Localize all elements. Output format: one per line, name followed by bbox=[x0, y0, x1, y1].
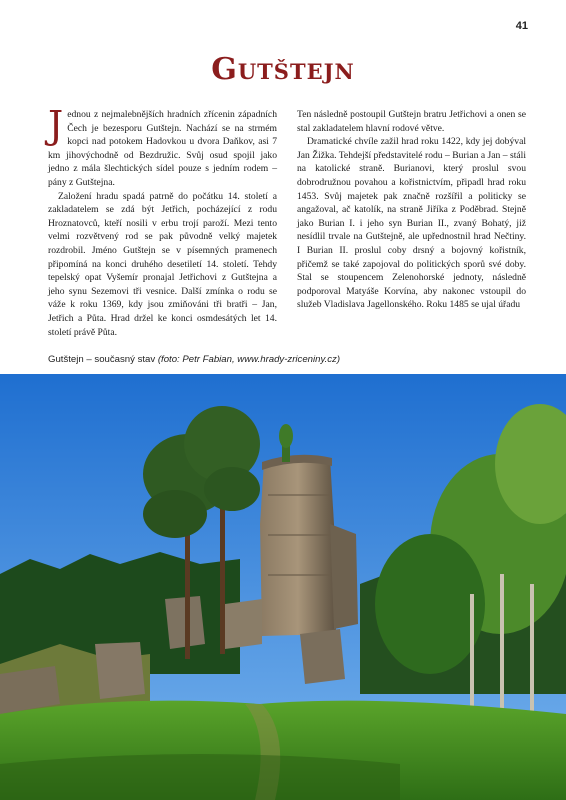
photo-caption bbox=[48, 354, 526, 365]
paragraph: Ten následně postoupil Gutštejn bratru Jetřichovi a onen se stal zakladatelem hlavní rodové větve. bbox=[297, 109, 526, 134]
castle-photo-illustration bbox=[0, 374, 566, 800]
paragraph bbox=[48, 103, 277, 190]
text-column-left bbox=[48, 103, 277, 339]
ruined-wall bbox=[95, 642, 145, 699]
ruined-wall bbox=[225, 599, 262, 649]
text-column-right bbox=[297, 108, 526, 339]
castle-photo bbox=[0, 374, 566, 800]
tree-shadow bbox=[0, 754, 400, 800]
drop-cap: J bbox=[48, 103, 64, 147]
paragraph-text: ednou z nejmalebnějších hradních zřícenin západních Čech je bezesporu Gutštejn. Nachází se na strmém kopci nad potokem Hadovkou u dvora Daňkov, asi 7 km jihovýchodně od Bezdružic. Svůj osud spojil jako jedno z mála šlechtických sídel pouze s jedním rodem – pány z Gutštejna. bbox=[48, 109, 277, 188]
article-body bbox=[48, 103, 526, 339]
ruined-wall bbox=[300, 629, 345, 684]
page-title: Gutštejn bbox=[211, 52, 355, 87]
caption-text: Gutštejn – současný stav bbox=[48, 354, 158, 365]
paragraph: Založení hradu spadá patrně do počátku 14. století a zakladatelem se zdá být Jetřich, pocházející z rodu Hroznatovců, kteří nosili v erbu trojí paroží. Mezi tento velmi rozvětvený rod se pak původně velký majetek rozdrobil. Jméno Gutštejn se v písemných pramenech připomíná na konci druhého desetiletí 14. století. Tehdy tepelský opat Vyšemír pronajal Jetřichovi z Gutštejna a jeho synu Sezemovi tři vesnice. Další zmínka o rodu se váže k roku 1369, kdy jsou zmiňováni tři bratři – Jan, Jetřich a Půta. Hrad držel ke konci osmdesátých let 14. století právě Půta. bbox=[48, 190, 277, 338]
caption-credit: (foto: Petr Fabian, www.hrady-zriceniny.cz) bbox=[157, 354, 341, 365]
paragraph: Dramatické chvíle zažil hrad roku 1422, kdy jej dobýval Jan Žižka. Tehdejší představitelé rodu – Burian a Jan – stáli na katolické straně. Burianovi, který proslul svou dobrodružnou povahou a kořistnictvím, připadl hrad roku 1453. Svůj majetek pak značně rozšířil a politicky se angažoval, ač katolík, na straně Jiříka z Poděbrad. Stejně jako Burian I. i jeho syn Burian II., zvaný Bohatý, již nesídlil trvale na Gutštejně, ale upřednostnil hrad Nečtiny. I Burian II. proslul coby drsný a bojovný kořistník, přičemž se také zapojoval do politických sporů své doby. Stal se stoupencem Zelenohorské jednoty, následně podporoval Matyáše Korvína, aby nakonec vstoupil do služeb Vladislava Jagellonského. Roku 1485 se ujal úřadu bbox=[297, 136, 526, 311]
page-number: 41 bbox=[515, 20, 528, 32]
